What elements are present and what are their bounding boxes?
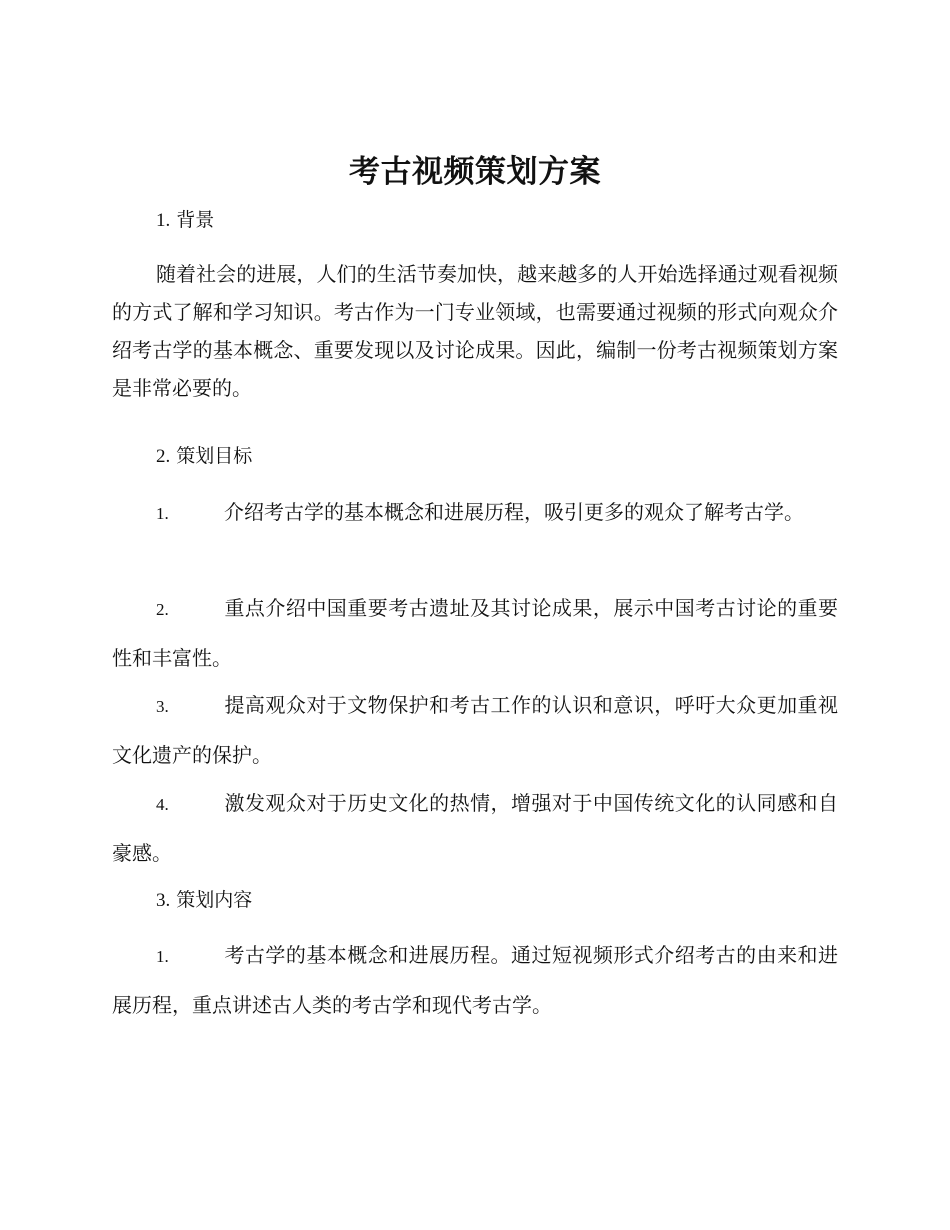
list-marker: 3. — [156, 697, 169, 716]
list-item — [112, 779, 838, 877]
section-heading-content — [156, 885, 252, 916]
section-number: 3. — [156, 890, 171, 911]
background-paragraph: 随着社会的进展，人们的生活节奏加快，越来越多的人开始选择通过观看视频的方式了解和学习知识。考古作为一门专业领域，也需要通过视频的形式向观众介绍考古学的基本概念、重要发现以及讨论成果。因此，编制一份考古视频策划方案是非常必要的。 — [112, 262, 838, 400]
section-number: 2. — [156, 446, 171, 467]
section-number: 1. — [156, 210, 171, 231]
list-item — [112, 584, 838, 682]
section-heading-background — [156, 205, 214, 236]
list-item-text: 考古学的基本概念和进展历程。通过短视频形式介绍考古的由来和进展历程，重点讲述古人类的考古学和现代考古学。 — [112, 943, 838, 1017]
list-item — [112, 681, 838, 779]
section-title: 策划目标 — [176, 445, 253, 467]
list-item-text: 提高观众对于文物保护和考古工作的认识和意识，呼吁大众更加重视文化遗产的保护。 — [112, 693, 838, 767]
list-item-text: 介绍考古学的基本概念和进展历程，吸引更多的观众了解考古学。 — [224, 500, 804, 524]
list-marker: 2. — [156, 600, 169, 619]
list-item — [112, 931, 838, 1029]
list-marker: 4. — [156, 795, 169, 814]
document-title: 考古视频策划方案 — [349, 154, 601, 190]
section-title: 背景 — [176, 209, 215, 231]
list-item — [112, 488, 838, 538]
section-title: 策划内容 — [176, 889, 253, 911]
list-marker: 1. — [156, 947, 169, 966]
list-marker: 1. — [156, 504, 169, 523]
list-item-text: 重点介绍中国重要考古遗址及其讨论成果，展示中国考古讨论的重要性和丰富性。 — [112, 596, 838, 670]
section-heading-goals — [156, 441, 252, 472]
list-item-text: 激发观众对于历史文化的热情，增强对于中国传统文化的认同感和自豪感。 — [112, 791, 838, 865]
